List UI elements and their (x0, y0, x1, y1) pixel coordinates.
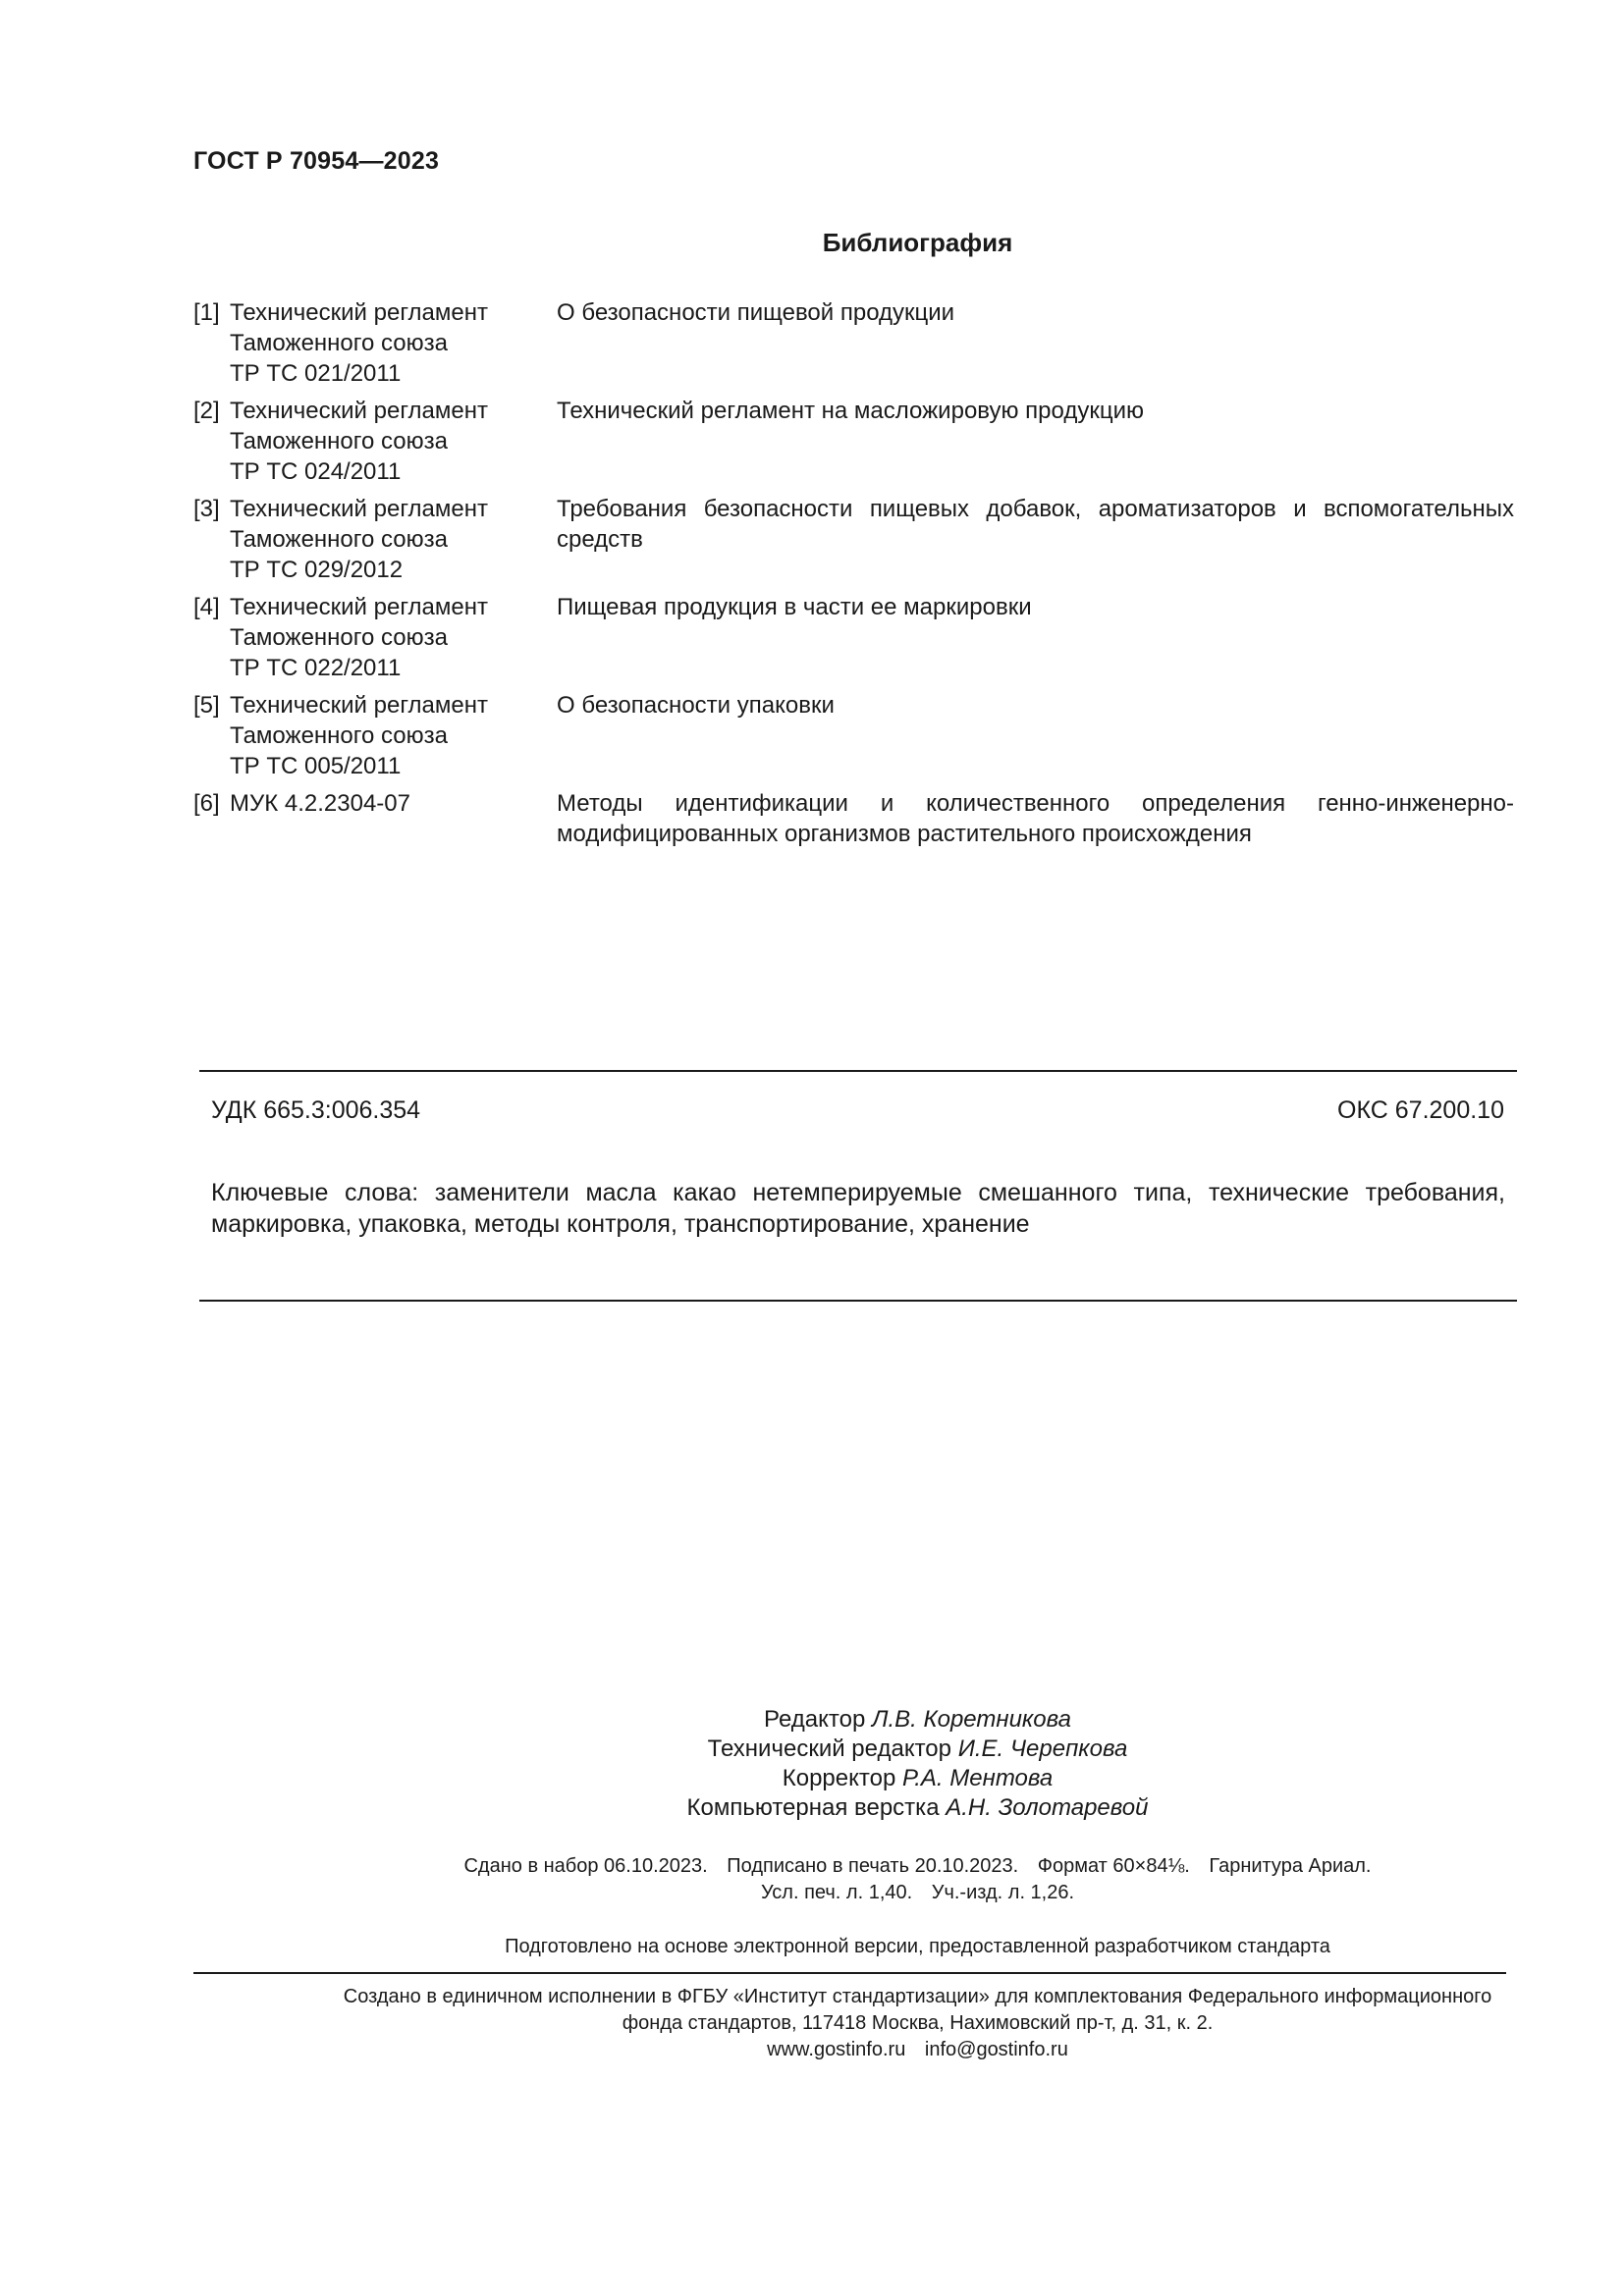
credit-line (211, 1764, 1624, 1793)
reference-line: ТР ТС 024/2011 (230, 458, 402, 485)
print-imprint (0, 1853, 1624, 1906)
bibliography-item-number: [2] (193, 398, 220, 424)
oks-code: ОКС 67.200.10 (1337, 1096, 1504, 1124)
bibliography-item-title: Методы идентификации и количественного определения генно-инженерно-модифицированных организмов растительного происхождения (557, 790, 1514, 847)
reference-line: Таможенного союза (230, 428, 448, 454)
credit-role: Компьютерная верстка (686, 1794, 940, 1821)
keywords-paragraph: Ключевые слова: заменители масла какао нетемперируемые смешанного типа, технические требования, маркировка, упаковка, методы контроля, транспортирование, хранение (211, 1179, 1505, 1238)
document-code: ГОСТ Р 70954—2023 (193, 147, 440, 175)
reference-line: ТР ТС 022/2011 (230, 655, 402, 681)
reference-line: Технический регламент (230, 299, 488, 326)
bibliography-item-title: Технический регламент на масложировую продукцию (557, 398, 1144, 424)
bibliography-item (193, 690, 1514, 781)
bibliography-item-reference (230, 788, 557, 819)
credit-role: Корректор (782, 1765, 896, 1791)
bibliography-item (193, 297, 1514, 389)
bibliography-item-number: [6] (193, 790, 220, 817)
bibliography-item-title: О безопасности пищевой продукции (557, 299, 955, 326)
reference-line: Таможенного союза (230, 624, 448, 651)
bibliography-item-reference (230, 690, 557, 781)
reference-line: ТР ТС 021/2011 (230, 360, 402, 387)
credit-person: Л.В. Коретникова (872, 1706, 1071, 1733)
reference-line: Технический регламент (230, 398, 488, 424)
bibliography-item-title: Требования безопасности пищевых добавок, ароматизаторов и вспомогательных средств (557, 496, 1514, 553)
bibliography-item-number: [5] (193, 692, 220, 719)
publisher-info (0, 1984, 1624, 2063)
imprint-item: Подписано в печать 20.10.2023. (727, 1855, 1019, 1877)
bibliography-item-reference (230, 592, 557, 683)
bibliography-item (193, 396, 1514, 487)
reference-line: Таможенного союза (230, 722, 448, 749)
reference-line: Таможенного союза (230, 526, 448, 553)
publisher-website-link[interactable]: www.gostinfo.ru (767, 2039, 906, 2060)
bibliography-title: Библиография (822, 228, 1013, 257)
credit-person: А.Н. Золотаревой (946, 1794, 1149, 1821)
bibliography-item-number: [1] (193, 299, 220, 326)
bibliography-item (193, 592, 1514, 683)
credit-role: Редактор (764, 1706, 866, 1733)
credit-line (211, 1705, 1624, 1735)
credit-person: Р.А. Ментова (901, 1765, 1054, 1791)
publisher-contacts (211, 2037, 1624, 2063)
imprint-item: Формат 60×84⅛. (1037, 1855, 1190, 1877)
reference-line: МУК 4.2.2304-07 (230, 790, 410, 817)
reference-line: Технический регламент (230, 594, 488, 620)
section-divider (199, 1300, 1517, 1302)
publisher-email-link[interactable]: info@gostinfo.ru (924, 2039, 1068, 2060)
bibliography-item (193, 788, 1514, 849)
bibliography-list (193, 297, 1514, 849)
bibliography-item-reference (230, 494, 557, 585)
imprint-line (211, 1880, 1624, 1906)
udk-code: УДК 665.3:006.354 (211, 1096, 421, 1124)
bibliography-item-reference (230, 297, 557, 389)
editorial-credits (0, 1705, 1624, 1823)
bibliography-item-reference (230, 396, 557, 487)
imprint-item: Сдано в набор 06.10.2023. (463, 1855, 708, 1877)
imprint-item: Усл. печ. л. 1,40. (760, 1882, 913, 1903)
bibliography-item-title: О безопасности упаковки (557, 692, 835, 719)
imprint-item: Гарнитура Ариал. (1209, 1855, 1372, 1877)
reference-line: Технический регламент (230, 692, 488, 719)
credit-line (211, 1735, 1624, 1764)
section-divider (199, 1070, 1517, 1072)
bibliography-item-title: Пищевая продукция в части ее маркировки (557, 594, 1032, 620)
prepared-note: Подготовлено на основе электронной версии, предоставленной разработчиком стандарта (505, 1936, 1330, 1957)
reference-line: Таможенного союза (230, 330, 448, 356)
bibliography-item (193, 494, 1514, 585)
imprint-item: Уч.-изд. л. 1,26. (931, 1882, 1075, 1903)
bibliography-item-number: [3] (193, 496, 220, 522)
footer-divider (193, 1972, 1506, 1974)
reference-line: ТР ТС 029/2012 (230, 557, 404, 583)
publisher-line: фонда стандартов, 117418 Москва, Нахимовский пр-т, д. 31, к. 2. (622, 2012, 1214, 2034)
imprint-line (211, 1853, 1624, 1880)
bibliography-item-number: [4] (193, 594, 220, 620)
credit-line (211, 1793, 1624, 1823)
publisher-line: Создано в единичном исполнении в ФГБУ «Институт стандартизации» для комплектования Федерального информационного (343, 1986, 1492, 2007)
reference-line: ТР ТС 005/2011 (230, 753, 402, 779)
credit-person: И.Е. Черепкова (957, 1735, 1128, 1762)
reference-line: Технический регламент (230, 496, 488, 522)
credit-role: Технический редактор (707, 1735, 952, 1762)
